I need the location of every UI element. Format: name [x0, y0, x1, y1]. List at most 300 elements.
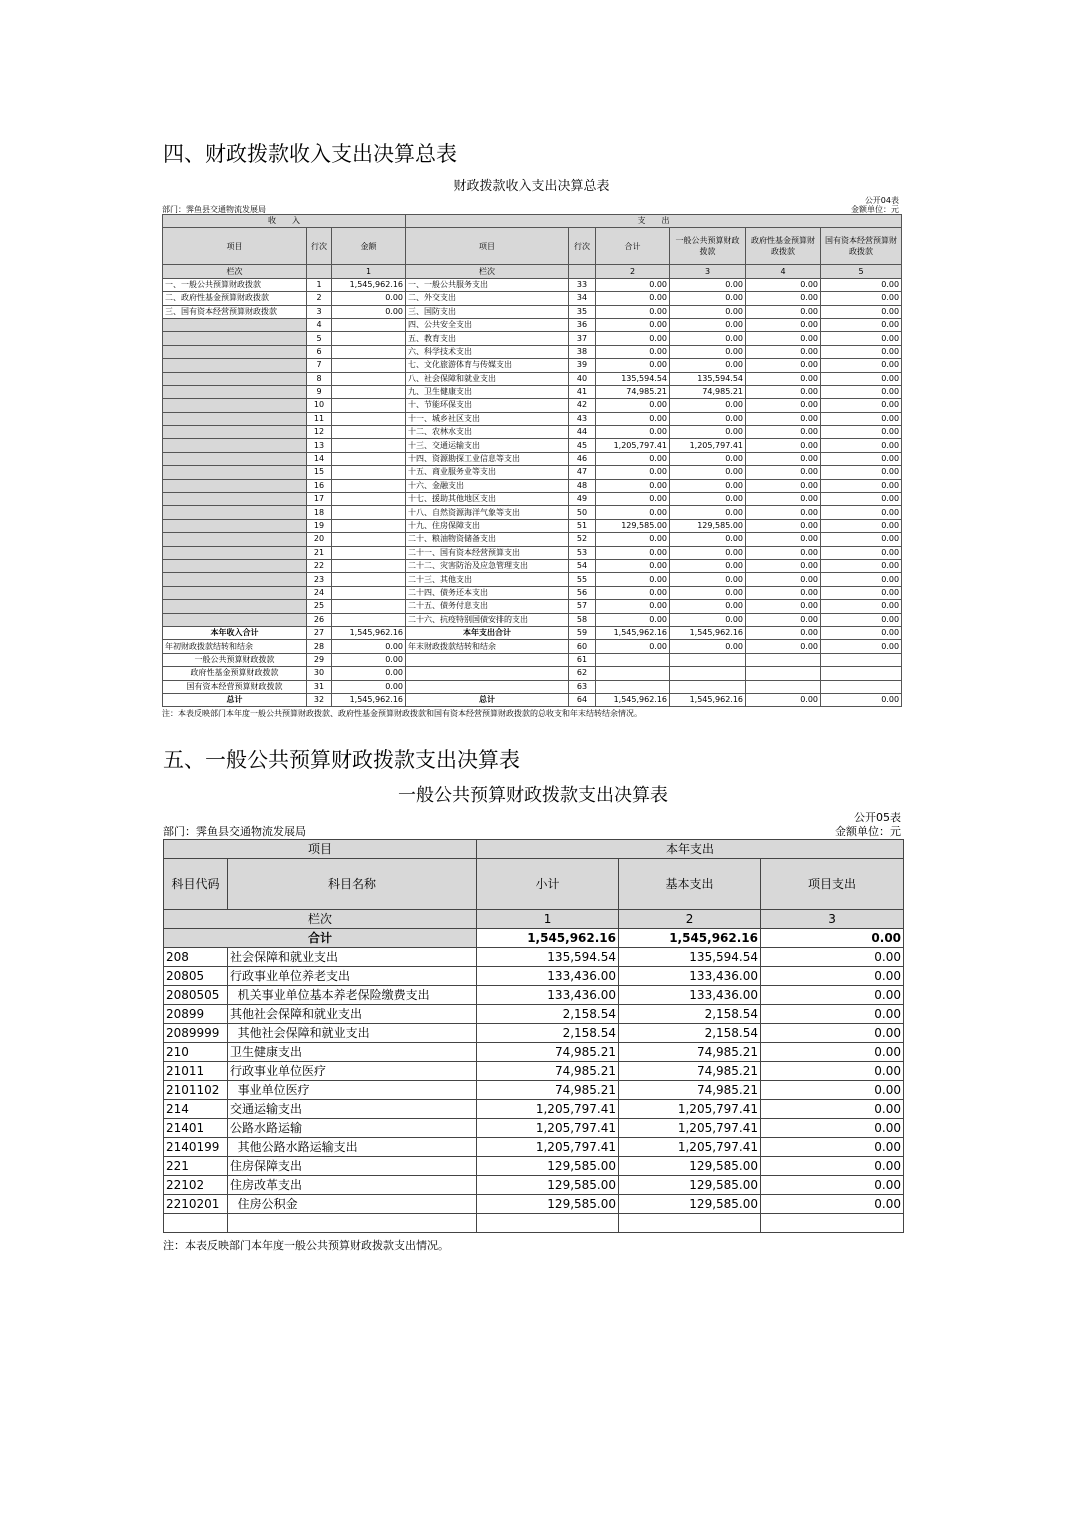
table4-row: [163, 559, 902, 572]
subject-code: 2140199: [164, 1138, 228, 1157]
subject-code: 214: [164, 1100, 228, 1119]
expense-item: 年末财政拨款结转和结余: [406, 640, 569, 653]
expense-total: [596, 680, 670, 693]
expense-row-no: 45: [569, 439, 596, 452]
expense-row-no: 50: [569, 506, 596, 519]
table4-row: [163, 278, 902, 291]
expense-state: 0.00: [821, 399, 902, 412]
expense-state: 0.00: [821, 600, 902, 613]
expense-item: 七、文化旅游体育与传媒支出: [406, 359, 569, 372]
income-item: 国有资本经营预算财政拨款: [163, 680, 307, 693]
table4-row: [163, 452, 902, 465]
fiscal-summary-table-block: [162, 178, 901, 719]
table4-row: [163, 318, 902, 331]
expense-row-no: 64: [569, 693, 596, 706]
expense-state: 0.00: [821, 613, 902, 626]
income-item: [163, 506, 307, 519]
table5-caption: 一般公共预算财政拨款支出决算表: [398, 785, 668, 806]
expense-fund: 0.00: [746, 452, 821, 465]
expense-total: 0.00: [596, 359, 670, 372]
expense-total: 135,594.54: [596, 372, 670, 385]
expense-fund: [746, 653, 821, 666]
table5-row: [164, 1157, 904, 1176]
project-expense: 0.00: [761, 986, 904, 1005]
table5-unit: 金额单位：元: [835, 825, 901, 838]
income-item: [163, 600, 307, 613]
expense-state: 0.00: [821, 586, 902, 599]
subject-code: 208: [164, 948, 228, 967]
income-row-no: 13: [307, 439, 332, 452]
expense-general: [670, 667, 746, 680]
subject-code: 2089999: [164, 1024, 228, 1043]
table5-row: [164, 1024, 904, 1043]
total-project: 0.00: [761, 929, 904, 948]
expense-general: [670, 680, 746, 693]
expense-fund: 0.00: [746, 693, 821, 706]
expense-total: 0.00: [596, 466, 670, 479]
table5-form-no: 公开05表: [854, 811, 901, 824]
expense-state: 0.00: [821, 332, 902, 345]
expense-general: [670, 653, 746, 666]
income-amount: [332, 466, 406, 479]
table4-row: [163, 345, 902, 358]
expense-state: [821, 653, 902, 666]
subtotal: 133,436.00: [477, 967, 619, 986]
expense-item: 三、国防支出: [406, 305, 569, 318]
subtotal: 1,205,797.41: [477, 1100, 619, 1119]
expense-item: 十二、农林水支出: [406, 426, 569, 439]
expense-row-no: 48: [569, 479, 596, 492]
expense-general: 0.00: [670, 573, 746, 586]
expense-general: 0.00: [670, 292, 746, 305]
subject-code: 20899: [164, 1005, 228, 1024]
expense-general: 0.00: [670, 412, 746, 425]
income-row-no: 29: [307, 653, 332, 666]
table4-unit: 金额单位：元: [851, 205, 899, 214]
expense-row-no: 60: [569, 640, 596, 653]
expense-row-no: 51: [569, 519, 596, 532]
expense-general: 0.00: [670, 613, 746, 626]
expense-row-no: 38: [569, 345, 596, 358]
expense-fund: 0.00: [746, 533, 821, 546]
income-amount: [332, 493, 406, 506]
expense-item: 二十二、灾害防治及应急管理支出: [406, 559, 569, 572]
project-expense: 0.00: [761, 1043, 904, 1062]
expense-item: 十五、商业服务业等支出: [406, 466, 569, 479]
income-amount: [332, 586, 406, 599]
table5-row: [164, 1062, 904, 1081]
lanci-label: 栏次: [163, 265, 307, 278]
section5-title: 五、一般公共预算财政拨款支出决算表: [163, 748, 520, 772]
subtotal: 129,585.00: [477, 1195, 619, 1214]
subject-name: 住房改革支出: [228, 1176, 477, 1195]
expense-total: 0.00: [596, 318, 670, 331]
income-row-no: 30: [307, 667, 332, 680]
table4-row: [163, 667, 902, 680]
income-item: [163, 479, 307, 492]
subject-code: 221: [164, 1157, 228, 1176]
expense-fund: 0.00: [746, 305, 821, 318]
expense-item: [406, 653, 569, 666]
expense-state: [821, 680, 902, 693]
expense-state: 0.00: [821, 466, 902, 479]
income-row-no: 4: [307, 318, 332, 331]
income-row-no: 17: [307, 493, 332, 506]
expense-general: 0.00: [670, 479, 746, 492]
income-amount: [332, 613, 406, 626]
expense-item: 九、卫生健康支出: [406, 385, 569, 398]
subject-name: 行政事业单位养老支出: [228, 967, 477, 986]
expense-total: 0.00: [596, 559, 670, 572]
subject-name: 其他社会保障和就业支出: [228, 1024, 477, 1043]
income-amount: [332, 452, 406, 465]
expense-general: 1,545,962.16: [670, 693, 746, 706]
expense-general: 0.00: [670, 359, 746, 372]
subtotal: 1,205,797.41: [477, 1119, 619, 1138]
income-item: [163, 372, 307, 385]
income-item-header: 项目: [163, 228, 307, 265]
expense-total: 0.00: [596, 345, 670, 358]
subject-name: 住房保障支出: [228, 1157, 477, 1176]
expense-total: 0.00: [596, 412, 670, 425]
expense-item: 二、外交支出: [406, 292, 569, 305]
income-amount: 1,545,962.16: [332, 626, 406, 639]
expense-total: [596, 653, 670, 666]
expense-state: 0.00: [821, 640, 902, 653]
expense-total: 0.00: [596, 546, 670, 559]
subtotal-header: 小计: [477, 859, 619, 910]
expense-state: 0.00: [821, 278, 902, 291]
expense-row-no: 55: [569, 573, 596, 586]
table4-row: [163, 533, 902, 546]
income-amount: 0.00: [332, 305, 406, 318]
expense-fund-header: 政府性基金预算财政拨款: [746, 228, 821, 265]
subject-name: 事业单位医疗: [228, 1081, 477, 1100]
expense-item: 十七、援助其他地区支出: [406, 493, 569, 506]
expense-total: 0.00: [596, 278, 670, 291]
expense-state: 0.00: [821, 292, 902, 305]
expense-fund: 0.00: [746, 626, 821, 639]
income-amount: [332, 573, 406, 586]
subject-name: 行政事业单位医疗: [228, 1062, 477, 1081]
table4-row: [163, 479, 902, 492]
basic-expense: 2,158.54: [619, 1005, 761, 1024]
subject-code: 21011: [164, 1062, 228, 1081]
expense-general: 0.00: [670, 546, 746, 559]
expense-row-no: 44: [569, 426, 596, 439]
project-expense: 0.00: [761, 1176, 904, 1195]
expense-row-no: 56: [569, 586, 596, 599]
expense-row-no: 43: [569, 412, 596, 425]
income-item: [163, 412, 307, 425]
project-expense: 0.00: [761, 1062, 904, 1081]
expense-item-header: 项目: [406, 228, 569, 265]
project-expense: 0.00: [761, 1157, 904, 1176]
basic-header: 基本支出: [619, 859, 761, 910]
table5-blank-row: [164, 1214, 904, 1233]
expense-row-no: 39: [569, 359, 596, 372]
income-row-no: 23: [307, 573, 332, 586]
expense-row-no: 41: [569, 385, 596, 398]
expense-general: 135,594.54: [670, 372, 746, 385]
subtotal: 129,585.00: [477, 1157, 619, 1176]
expense-total: [596, 667, 670, 680]
expense-general: 0.00: [670, 426, 746, 439]
expense-item: 十一、城乡社区支出: [406, 412, 569, 425]
expense-row-no: 33: [569, 278, 596, 291]
section4-title: 四、财政拨款收入支出决算总表: [163, 142, 457, 166]
expense-general: 0.00: [670, 278, 746, 291]
expense-row-no: 35: [569, 305, 596, 318]
table4-row: [163, 693, 902, 706]
subject-code: 210: [164, 1043, 228, 1062]
expense-fund: 0.00: [746, 466, 821, 479]
expense-fund: [746, 680, 821, 693]
table5-row: [164, 1138, 904, 1157]
table5-dept: 部门：霁鱼县交通物流发展局: [163, 825, 306, 838]
expense-row-no: 54: [569, 559, 596, 572]
income-item: [163, 559, 307, 572]
subtotal: 129,585.00: [477, 1176, 619, 1195]
expense-general: 0.00: [670, 345, 746, 358]
name-header: 科目名称: [228, 859, 477, 910]
income-row-no: 14: [307, 452, 332, 465]
expense-item: 二十一、国有资本经营预算支出: [406, 546, 569, 559]
col-index: 4: [746, 265, 821, 278]
subject-name: 其他公路水路运输支出: [228, 1138, 477, 1157]
income-item: [163, 586, 307, 599]
basic-expense: 133,436.00: [619, 967, 761, 986]
total-label: 合计: [164, 929, 477, 948]
expense-general: 0.00: [670, 318, 746, 331]
basic-expense: 74,985.21: [619, 1043, 761, 1062]
expense-state: 0.00: [821, 318, 902, 331]
subtotal: 74,985.21: [477, 1062, 619, 1081]
subject-code: 22102: [164, 1176, 228, 1195]
expense-state: 0.00: [821, 479, 902, 492]
subject-name: 卫生健康支出: [228, 1043, 477, 1062]
expense-fund: 0.00: [746, 399, 821, 412]
project-expense: 0.00: [761, 1005, 904, 1024]
income-row-no: 16: [307, 479, 332, 492]
income-amount: 0.00: [332, 640, 406, 653]
income-amount: [332, 359, 406, 372]
income-row-no: 28: [307, 640, 332, 653]
income-item: [163, 493, 307, 506]
expense-item: 四、公共安全支出: [406, 318, 569, 331]
income-item: [163, 573, 307, 586]
income-row-no: 19: [307, 519, 332, 532]
lanci-label: 栏次: [164, 910, 477, 929]
income-amount: 0.00: [332, 680, 406, 693]
expense-total: 0.00: [596, 573, 670, 586]
income-row-no: 15: [307, 466, 332, 479]
expense-item: 六、科学技术支出: [406, 345, 569, 358]
expense-item: 十八、自然资源海洋气象等支出: [406, 506, 569, 519]
expense-total: 0.00: [596, 506, 670, 519]
table4-note: 注：本表反映部门本年度一般公共预算财政拨款、政府性基金预算财政拨款和国有资本经营预算财政拨款的总收支和年末结转结余情况。: [162, 709, 642, 719]
general-budget-table-block: [163, 781, 903, 1253]
subtotal: 74,985.21: [477, 1081, 619, 1100]
project-expense: 0.00: [761, 1081, 904, 1100]
expense-total: 129,585.00: [596, 519, 670, 532]
expense-state: 0.00: [821, 426, 902, 439]
expense-fund: 0.00: [746, 519, 821, 532]
expense-state: 0.00: [821, 452, 902, 465]
expense-total: 0.00: [596, 600, 670, 613]
income-row-no: 21: [307, 546, 332, 559]
table4-row: [163, 292, 902, 305]
expense-row-no: 58: [569, 613, 596, 626]
expense-state: 0.00: [821, 372, 902, 385]
col-index: 1: [332, 265, 406, 278]
expense-fund: 0.00: [746, 493, 821, 506]
table5-row: [164, 1043, 904, 1062]
expense-fund: 0.00: [746, 546, 821, 559]
basic-expense: 129,585.00: [619, 1176, 761, 1195]
table5-row: [164, 1119, 904, 1138]
table5-row: [164, 1081, 904, 1100]
table4-row: [163, 466, 902, 479]
income-row-no: 18: [307, 506, 332, 519]
expense-total: 1,205,797.41: [596, 439, 670, 452]
expense-row-no: 52: [569, 533, 596, 546]
basic-expense: 129,585.00: [619, 1195, 761, 1214]
income-amount: [332, 506, 406, 519]
expense-row-no: 62: [569, 667, 596, 680]
expense-state: 0.00: [821, 693, 902, 706]
item-header: 项目: [164, 840, 477, 859]
income-row-no: 6: [307, 345, 332, 358]
table4-row: [163, 680, 902, 693]
subject-name: 交通运输支出: [228, 1100, 477, 1119]
expense-item: 一、一般公共服务支出: [406, 278, 569, 291]
expense-fund: 0.00: [746, 359, 821, 372]
income-item: [163, 439, 307, 452]
expense-total: 1,545,962.16: [596, 693, 670, 706]
income-row-no: 32: [307, 693, 332, 706]
expense-row-no: 36: [569, 318, 596, 331]
expense-total: 0.00: [596, 452, 670, 465]
expense-fund: 0.00: [746, 640, 821, 653]
table4-row: [163, 385, 902, 398]
income-row-no: 10: [307, 399, 332, 412]
year-expense-header: 本年支出: [477, 840, 904, 859]
expense-item: 五、教育支出: [406, 332, 569, 345]
table4-row: [163, 653, 902, 666]
expense-general: 0.00: [670, 506, 746, 519]
expense-state: 0.00: [821, 559, 902, 572]
table4-row: [163, 640, 902, 653]
table4-row: [163, 493, 902, 506]
col-index: 2: [596, 265, 670, 278]
subtotal: 135,594.54: [477, 948, 619, 967]
code-header: 科目代码: [164, 859, 228, 910]
expense-item: 二十四、债务还本支出: [406, 586, 569, 599]
expense-general: 1,545,962.16: [670, 626, 746, 639]
expense-fund: 0.00: [746, 345, 821, 358]
expense-total: 0.00: [596, 586, 670, 599]
subtotal: 74,985.21: [477, 1043, 619, 1062]
income-row-no: 2: [307, 292, 332, 305]
income-item: [163, 519, 307, 532]
income-row-no: 22: [307, 559, 332, 572]
income-row-no: 27: [307, 626, 332, 639]
expense-item: 十三、交通运输支出: [406, 439, 569, 452]
general-budget-table: [163, 839, 904, 1233]
table4-row: [163, 439, 902, 452]
subject-code: 20805: [164, 967, 228, 986]
table4-row: [163, 546, 902, 559]
income-amount: [332, 399, 406, 412]
subtotal: 2,158.54: [477, 1024, 619, 1043]
col-index: 3: [761, 910, 904, 929]
table5-row: [164, 1195, 904, 1214]
expense-row-no: 57: [569, 600, 596, 613]
income-item: 一般公共预算财政拨款: [163, 653, 307, 666]
expense-total: 0.00: [596, 493, 670, 506]
expense-item: 二十五、债务付息支出: [406, 600, 569, 613]
expense-general-header: 一般公共预算财政拨款: [670, 228, 746, 265]
expense-item: 十、节能环保支出: [406, 399, 569, 412]
income-item: 政府性基金预算财政拨款: [163, 667, 307, 680]
expense-general: 0.00: [670, 332, 746, 345]
expense-fund: 0.00: [746, 600, 821, 613]
expense-row-no: 47: [569, 466, 596, 479]
income-amount: [332, 345, 406, 358]
basic-expense: 74,985.21: [619, 1081, 761, 1100]
expense-state: 0.00: [821, 345, 902, 358]
expense-general: 74,985.21: [670, 385, 746, 398]
basic-expense: 1,205,797.41: [619, 1100, 761, 1119]
basic-expense: 133,436.00: [619, 986, 761, 1005]
expense-fund: 0.00: [746, 385, 821, 398]
expense-row-no: 46: [569, 452, 596, 465]
subject-code: 2101102: [164, 1081, 228, 1100]
expense-row-no: 42: [569, 399, 596, 412]
income-amount: 1,545,962.16: [332, 278, 406, 291]
income-amount: [332, 533, 406, 546]
table4-row: [163, 613, 902, 626]
expense-fund: 0.00: [746, 439, 821, 452]
table5-note: 注：本表反映部门本年度一般公共预算财政拨款支出情况。: [163, 1239, 449, 1252]
table5-row: [164, 1176, 904, 1195]
income-item: 二、政府性基金预算财政拨款: [163, 292, 307, 305]
expense-row-no: 37: [569, 332, 596, 345]
expense-fund: 0.00: [746, 613, 821, 626]
income-amount: [332, 519, 406, 532]
project-expense: 0.00: [761, 1119, 904, 1138]
subject-code: 2080505: [164, 986, 228, 1005]
income-amount: 0.00: [332, 653, 406, 666]
expense-general: 0.00: [670, 452, 746, 465]
expense-state: 0.00: [821, 412, 902, 425]
expense-state: [821, 667, 902, 680]
expense-total: 0.00: [596, 533, 670, 546]
expense-general: 0.00: [670, 466, 746, 479]
table4-row: [163, 359, 902, 372]
expense-state: 0.00: [821, 626, 902, 639]
income-item: 年初财政拨款结转和结余: [163, 640, 307, 653]
table4-row: [163, 626, 902, 639]
expense-state: 0.00: [821, 439, 902, 452]
income-amount: [332, 439, 406, 452]
expense-total: 0.00: [596, 332, 670, 345]
expense-fund: 0.00: [746, 426, 821, 439]
basic-expense: 129,585.00: [619, 1157, 761, 1176]
table4-form-no: 公开04表: [864, 196, 899, 205]
income-amount: [332, 426, 406, 439]
